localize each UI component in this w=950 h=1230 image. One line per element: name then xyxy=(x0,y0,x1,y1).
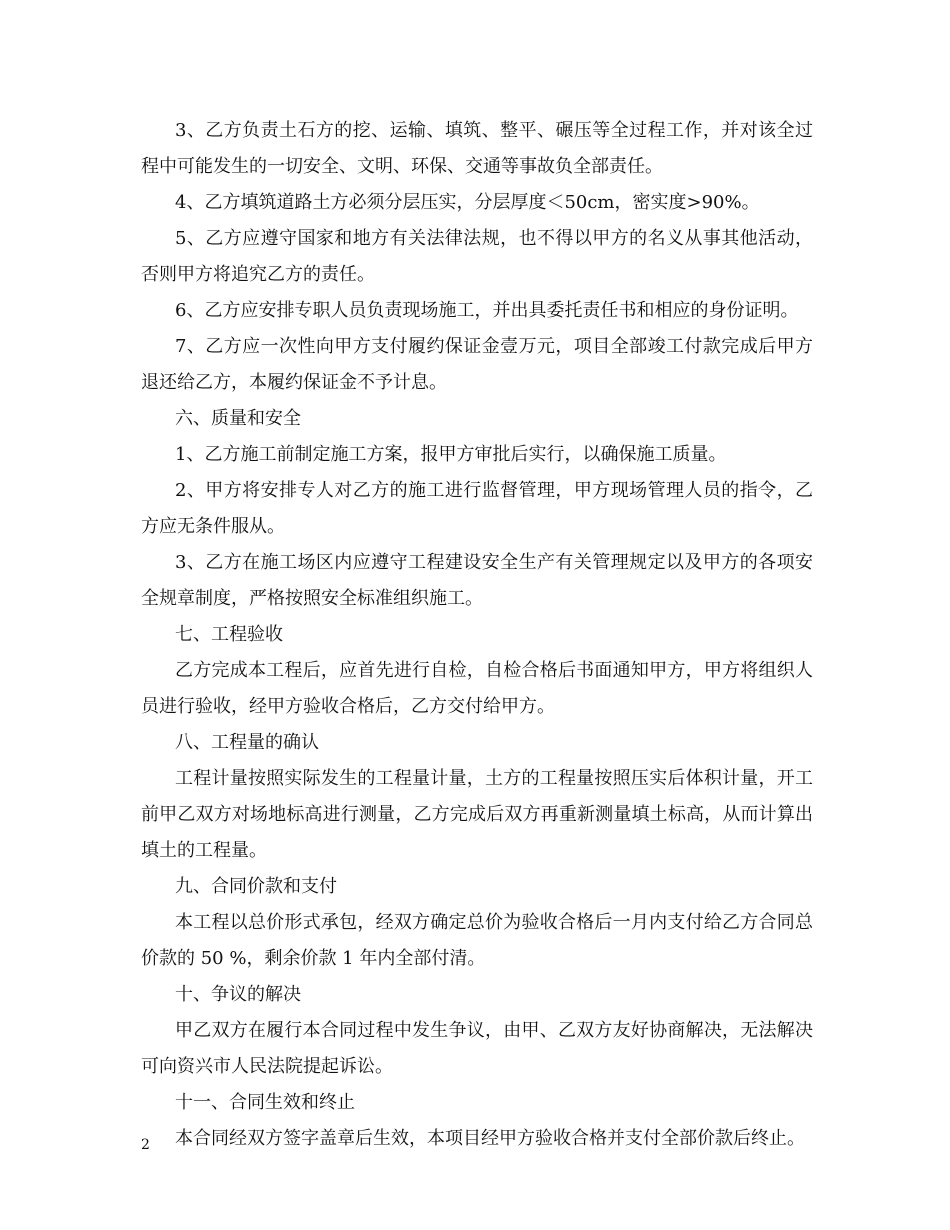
paragraph-quality-1: 1、乙方施工前制定施工方案，报甲方审批后实行，以确保施工质量。 xyxy=(175,444,727,465)
document-body xyxy=(141,113,813,1157)
paragraph-clause-6: 6、乙方应安排专职人员负责现场施工，并出具委托责任书和相应的身份证明。 xyxy=(175,300,799,321)
paragraph-effect-termination: 本合同经双方签字盖章后生效，本项目经甲方验收合格并支付全部价款后终止。 xyxy=(175,1128,805,1149)
paragraph-clause-4: 4、乙方填筑道路土方必须分层压实，分层厚度＜50cm，密实度>90%。 xyxy=(175,192,760,213)
section-heading-quantity: 八、工程量的确认 xyxy=(175,732,319,753)
paragraph-dispute: 甲乙双方在履行本合同过程中发生争议，由甲、乙双方友好协商解决，无法解决可向资兴市人民法院提起诉讼。 xyxy=(141,1020,813,1077)
paragraph-acceptance: 乙方完成本工程后，应首先进行自检，自检合格后书面通知甲方，甲方将组织人员进行验收，经甲方验收合格后，乙方交付给甲方。 xyxy=(141,660,813,717)
section-heading-acceptance: 七、工程验收 xyxy=(175,624,283,645)
paragraph-quality-3: 3、乙方在施工场区内应遵守工程建设安全生产有关管理规定以及甲方的各项安全规章制度，严格按照安全标准组织施工。 xyxy=(141,552,813,609)
page-number: 2 xyxy=(141,1137,150,1153)
paragraph-price-payment: 本工程以总价形式承包，经双方确定总价为验收合格后一月内支付给乙方合同总价款的 50 %，剩余价款 1 年内全部付清。 xyxy=(141,912,813,969)
section-heading-price-payment: 九、合同价款和支付 xyxy=(175,876,337,897)
section-heading-effect-termination: 十一、合同生效和终止 xyxy=(175,1092,355,1113)
section-heading-quality-safety: 六、质量和安全 xyxy=(175,408,301,429)
paragraph-clause-5: 5、乙方应遵守国家和地方有关法律法规，也不得以甲方的名义从事其他活动，否则甲方将追究乙方的责任。 xyxy=(141,228,813,285)
section-heading-dispute: 十、争议的解决 xyxy=(175,984,301,1005)
paragraph-clause-7: 7、乙方应一次性向甲方支付履约保证金壹万元，项目全部竣工付款完成后甲方退还给乙方，本履约保证金不予计息。 xyxy=(141,336,813,393)
paragraph-quantity: 工程计量按照实际发生的工程量计量，土方的工程量按照压实后体积计量，开工前甲乙双方对场地标高进行测量，乙方完成后双方再重新测量填土标高，从而计算出填土的工程量。 xyxy=(141,768,813,861)
paragraph-clause-3: 3、乙方负责土石方的挖、运输、填筑、整平、碾压等全过程工作，并对该全过程中可能发生的一切安全、文明、环保、交通等事故负全部责任。 xyxy=(141,120,813,177)
paragraph-quality-2: 2、甲方将安排专人对乙方的施工进行监督管理，甲方现场管理人员的指令，乙方应无条件服从。 xyxy=(141,480,813,537)
